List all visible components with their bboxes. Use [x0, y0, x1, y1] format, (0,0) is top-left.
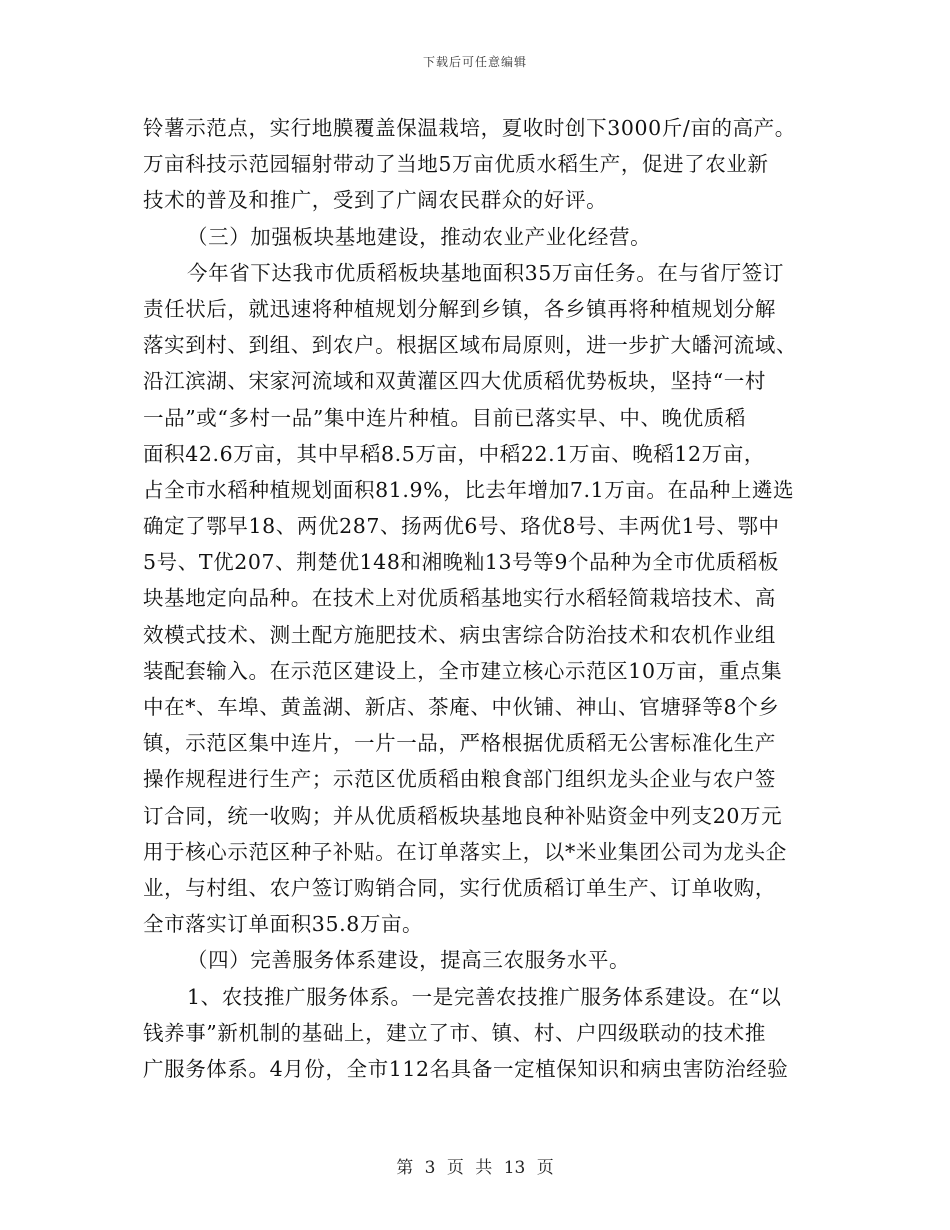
body-line: 一品”或“多村一品”集中连片种植。目前已落实早、中、晚优质稻	[143, 405, 746, 430]
body-line: 镇，示范区集中连片，一片一品，严格根据优质稻无公害标准化生产	[143, 731, 776, 756]
body-line: 铃薯示范点，实行地膜覆盖保温栽培，夏收时创下3000斤/亩的高产。	[143, 116, 796, 140]
body-line: 钱养事”新机制的基础上，建立了市、镇、村、户四级联动的技术推	[143, 1020, 766, 1045]
body-line: 全市落实订单面积35.8万亩。	[143, 912, 424, 937]
body-line: 订合同，统一收购；并从优质稻板块基地良种补贴资金中列支20万元	[143, 803, 783, 828]
body-line: 今年省下达我市优质稻板块基地面积35万亩任务。在与省厅签订	[187, 260, 784, 285]
body-line: 广服务体系。4月份，全市112名具备一定植保知识和病虫害防治经验	[143, 1056, 789, 1081]
body-line: 5号、T优207、荆楚优148和湘晚籼13号等9个品种为全市优质稻板	[143, 550, 779, 575]
body-line: 沿江滨湖、宋家河流域和双黄灌区四大优质稻优势板块，坚持“一村	[143, 369, 766, 394]
body-line: 1、农技推广服务体系。一是完善农技推广服务体系建设。在“以	[187, 984, 782, 1009]
body-line: 操作规程进行生产；示范区优质稻由粮食部门组织龙头企业与农户签	[143, 767, 776, 792]
body-line: 装配套输入。在示范区建设上，全市建立核心示范区10万亩，重点集	[143, 658, 783, 683]
body-line: 业，与村组、农户签订购销合同，实行优质稻订单生产、订单收购，	[143, 875, 776, 900]
body-line: 面积42.6万亩，其中早稻8.5万亩，中稻22.1万亩、晚稻12万亩，	[143, 441, 765, 466]
body-line: 中在*、车埠、黄盖湖、新店、茶庵、中伙铺、神山、官塘驿等8个乡	[143, 695, 780, 719]
body-line: 块基地定向品种。在技术上对优质稻基地实行水稻轻简栽培技术、高	[143, 586, 776, 611]
body-line: 责任状后，就迅速将种植规划分解到乡镇，各乡镇再将种植规划分解	[143, 296, 776, 321]
body-line: 落实到村、到组、到农户。根据区域布局原则，进一步扩大皤河流域、	[143, 333, 798, 358]
page-number: 第 3 页 共 13 页	[396, 1158, 554, 1178]
body-line: 占全市水稻种植规划面积81.9%，比去年增加7.1万亩。在品种上遴选	[143, 477, 795, 502]
section-heading-4: （四）完善服务体系建设，提高三农服务水平。	[187, 948, 631, 973]
body-line: 技术的普及和推广，受到了广阔农民群众的好评。	[143, 188, 608, 213]
document-body	[143, 110, 807, 1087]
body-line: 确定了鄂早18、两优287、扬两优6号、珞优8号、丰两优1号、鄂中	[143, 514, 780, 539]
body-line: 用于核心示范区种子补贴。在订单落实上，以*米业集团公司为龙头企	[143, 839, 787, 864]
section-heading-3: （三）加强板块基地建设，推动农业产业化经营。	[187, 224, 652, 249]
body-line: 万亩科技示范园辐射带动了当地5万亩优质水稻生产，促进了农业新	[143, 152, 769, 177]
body-line: 效模式技术、测土配方施肥技术、病虫害综合防治技术和农机作业组	[143, 622, 776, 647]
page-header-note: 下载后可任意编辑	[422, 55, 527, 69]
